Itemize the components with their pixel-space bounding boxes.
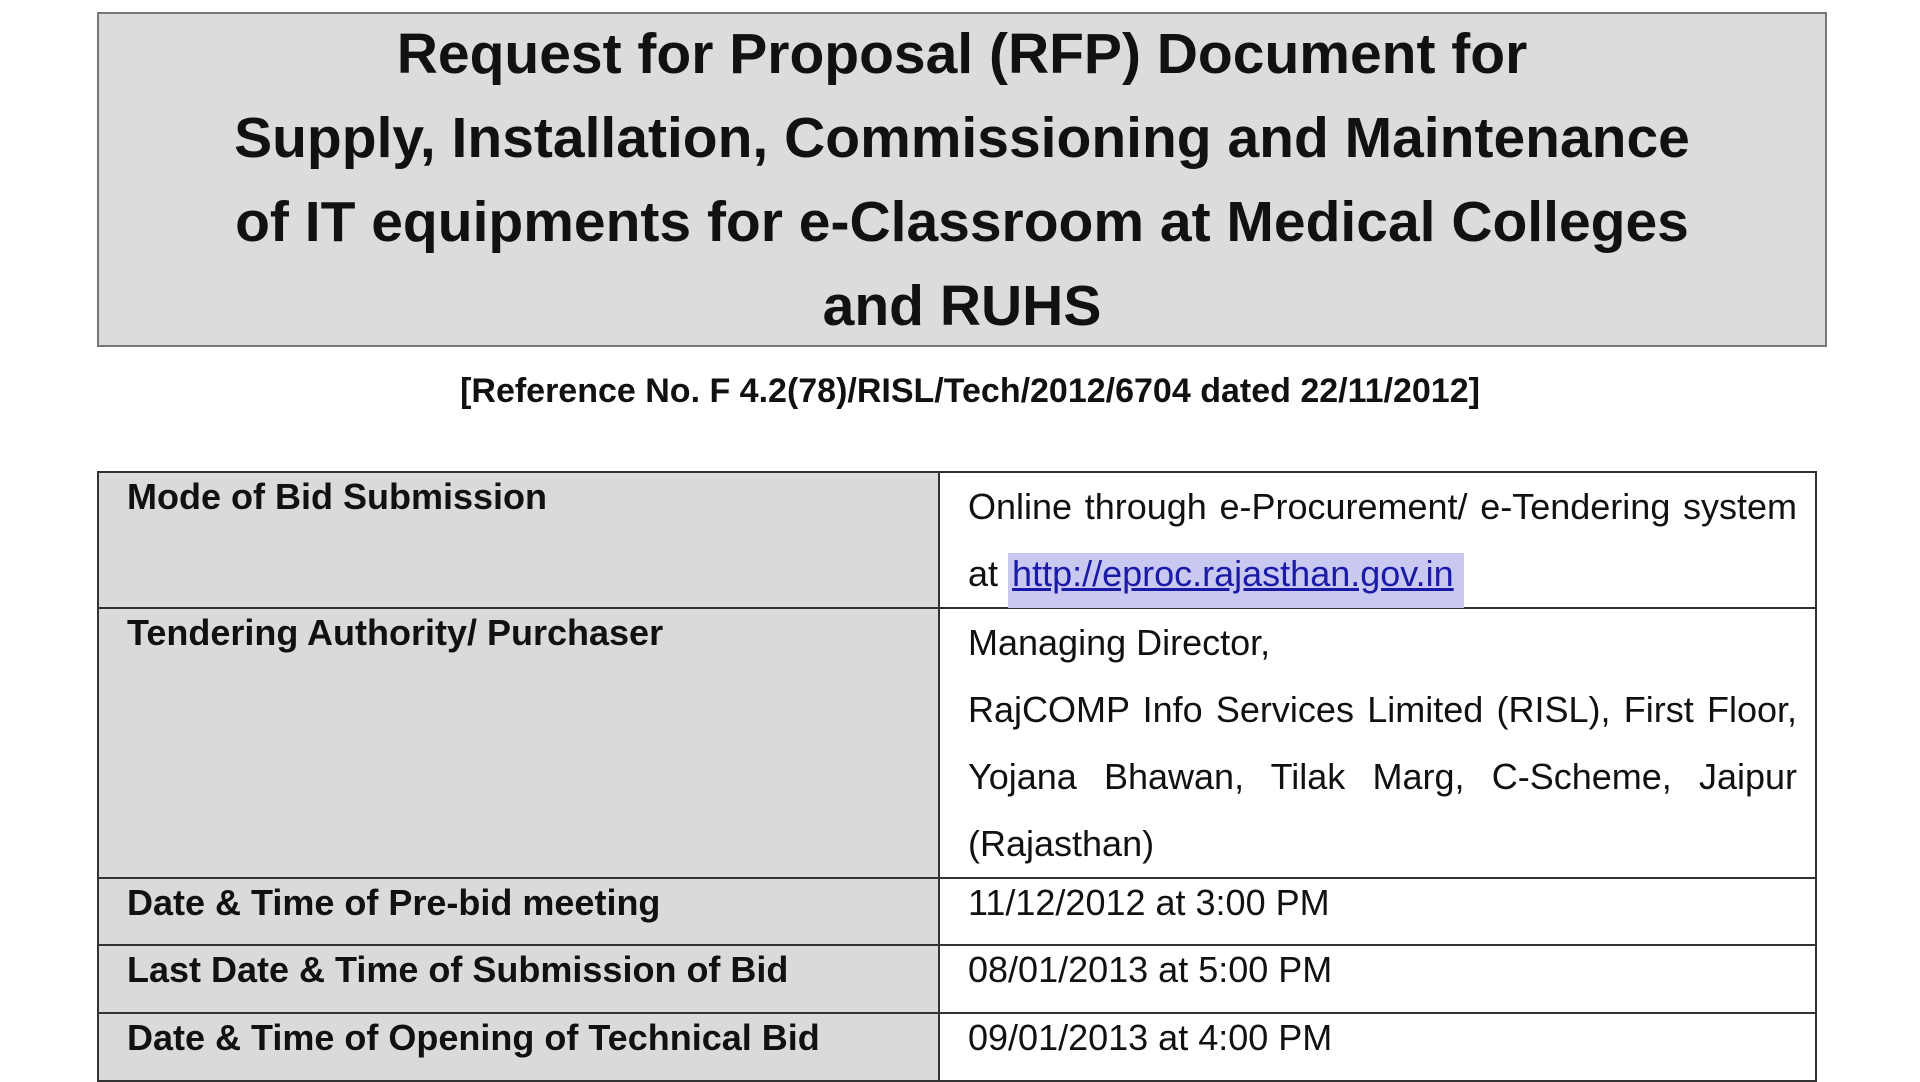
eproc-link[interactable]: http://eproc.rajasthan.gov.in bbox=[1008, 553, 1464, 608]
row-value: 09/01/2013 at 4:00 PM bbox=[939, 1013, 1816, 1081]
title-line: of IT equipments for e-Classroom at Medical Colleges bbox=[235, 189, 1689, 254]
row-value: 11/12/2012 at 3:00 PM bbox=[939, 878, 1816, 945]
value-line: Managing Director, bbox=[968, 622, 1271, 663]
row-value bbox=[939, 608, 1816, 878]
row-label: Mode of Bid Submission bbox=[98, 472, 939, 608]
value-text: Online through e-Procurement/ e-Tendering system at bbox=[968, 486, 1797, 594]
row-label: Tendering Authority/ Purchaser bbox=[98, 608, 939, 878]
title-line: Request for Proposal (RFP) Document for bbox=[396, 21, 1528, 86]
table-row bbox=[98, 472, 1816, 608]
table-row bbox=[98, 608, 1816, 878]
row-label: Date & Time of Pre-bid meeting bbox=[98, 878, 939, 945]
tender-details-table bbox=[97, 471, 1817, 1082]
title-line: and RUHS bbox=[822, 273, 1102, 338]
title-line: Supply, Installation, Commissioning and Maintenance bbox=[234, 105, 1690, 170]
value-text: RajCOMP Info Services Limited (RISL), First Floor, Yojana Bhawan, Tilak Marg, C-Scheme, Jaipur (Rajasthan) bbox=[968, 689, 1797, 864]
reference-number: [Reference No. F 4.2(78)/RISL/Tech/2012/6704 dated 22/11/2012] bbox=[460, 372, 1480, 410]
table-row bbox=[98, 878, 1816, 945]
table-row bbox=[98, 945, 1816, 1013]
row-value bbox=[939, 472, 1816, 608]
row-value: 08/01/2013 at 5:00 PM bbox=[939, 945, 1816, 1013]
table-row bbox=[98, 1013, 1816, 1081]
document-title-box bbox=[97, 12, 1827, 347]
row-label: Date & Time of Opening of Technical Bid bbox=[98, 1013, 939, 1081]
row-label: Last Date & Time of Submission of Bid bbox=[98, 945, 939, 1013]
